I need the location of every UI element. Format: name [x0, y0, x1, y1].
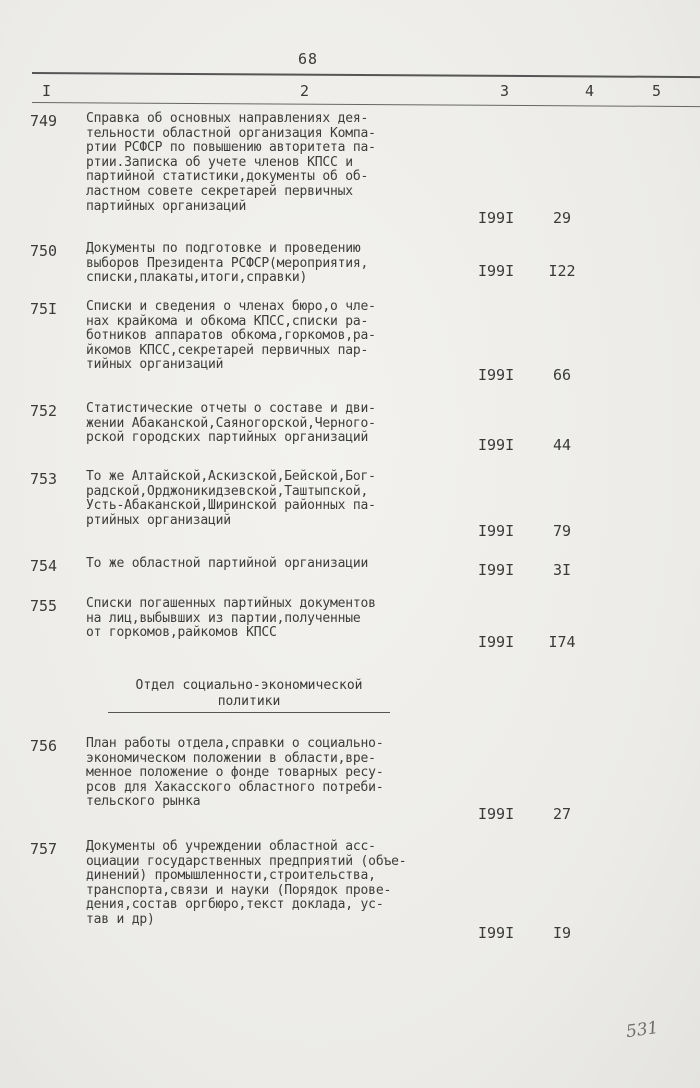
entry-year: I99I [478, 522, 515, 540]
entry-description: То же областной партийной организации [86, 556, 369, 571]
section-heading: Отдел социально-экономической политики [135, 678, 363, 709]
column-header-3: 3 [500, 82, 510, 100]
header-rule-top [32, 72, 700, 78]
entry-sheet-count: 66 [552, 366, 572, 384]
entry-description: То же Алтайской,Аскизской,Бейской,Бог- радской,Орджоникидзевской,Таштыпской, Усть-Абаканской,Ширинской районных па- ртийных организаций [86, 469, 376, 528]
entry-year: I99I [478, 262, 515, 280]
section-heading-underline [108, 712, 390, 713]
entry-sheet-count: 79 [552, 522, 572, 540]
entry-description: План работы отдела,справки о социально- экономическом положении в области,вре- менное положение о фонде товарных ресу- рсов для Хакасского областного потреби- тельского рынка [86, 736, 384, 810]
entry-number: 749 [30, 112, 58, 130]
entry-description: Документы по подготовке и проведению выборов Президента РСФСР(мероприятия, списки,плакаты,итоги,справки) [86, 241, 369, 286]
entry-number: 75I [30, 300, 58, 318]
entry-year: I99I [478, 561, 515, 579]
entry-year: I99I [478, 436, 515, 454]
entry-year: I99I [478, 366, 515, 384]
entry-number: 753 [30, 470, 58, 488]
entry-sheet-count: I9 [552, 924, 572, 942]
entry-number: 752 [30, 402, 58, 420]
entry-number: 756 [30, 737, 58, 755]
entry-sheet-count: I22 [548, 262, 576, 280]
entry-sheet-count: 27 [552, 805, 572, 823]
entry-year: I99I [478, 633, 515, 651]
column-header-1: I [42, 82, 52, 100]
entry-sheet-count: 3I [552, 561, 572, 579]
entry-sheet-count: I74 [548, 633, 576, 651]
entry-description: Документы об учреждении областной асс- оциации государственных предприятий (объе- динений) промышленности,строительства, транспорта,связи и науки (Порядок прове- дения,состав оргбюро,текст доклада, ус- тав и др) [86, 839, 407, 927]
header-rule-bottom [32, 102, 700, 107]
column-header-2: 2 [300, 82, 310, 100]
entry-year: I99I [478, 209, 515, 227]
entry-year: I99I [478, 924, 515, 942]
entry-description: Статистические отчеты о составе и дви- жении Абаканской,Саяногорской,Черного- рской городских партийных организаций [86, 401, 376, 446]
entry-description: Справка об основных направлениях дея- тельности областной организация Компа- ртии РСФСР по повышению авторитета па- ртии.Записка об учете членов КПСС и партийной статистики,документы об об- ластном совете секретарей первичных партийных организаций [86, 111, 376, 214]
entry-number: 750 [30, 242, 58, 260]
entry-description: Списки и сведения о членах бюро,о чле- нах крайкома и обкома КПСС,списки ра- ботников аппаратов обкома,горкомов,ра- йкомов КПСС,секретарей первичных пар- тийных организаций [86, 299, 376, 373]
entry-number: 754 [30, 557, 58, 575]
entry-sheet-count: 29 [552, 209, 572, 227]
handwritten-folio-number: 531 [624, 1017, 660, 1043]
entry-year: I99I [478, 805, 515, 823]
entry-number: 757 [30, 840, 58, 858]
column-header-5: 5 [652, 82, 662, 100]
entry-description: Списки погашенных партийных документов на лиц,выбывших из партии,полученные от горкомов,райкомов КПСС [86, 596, 376, 641]
entry-sheet-count: 44 [552, 436, 572, 454]
entry-number: 755 [30, 597, 58, 615]
page-number: 68 [298, 50, 319, 68]
column-header-4: 4 [585, 82, 595, 100]
